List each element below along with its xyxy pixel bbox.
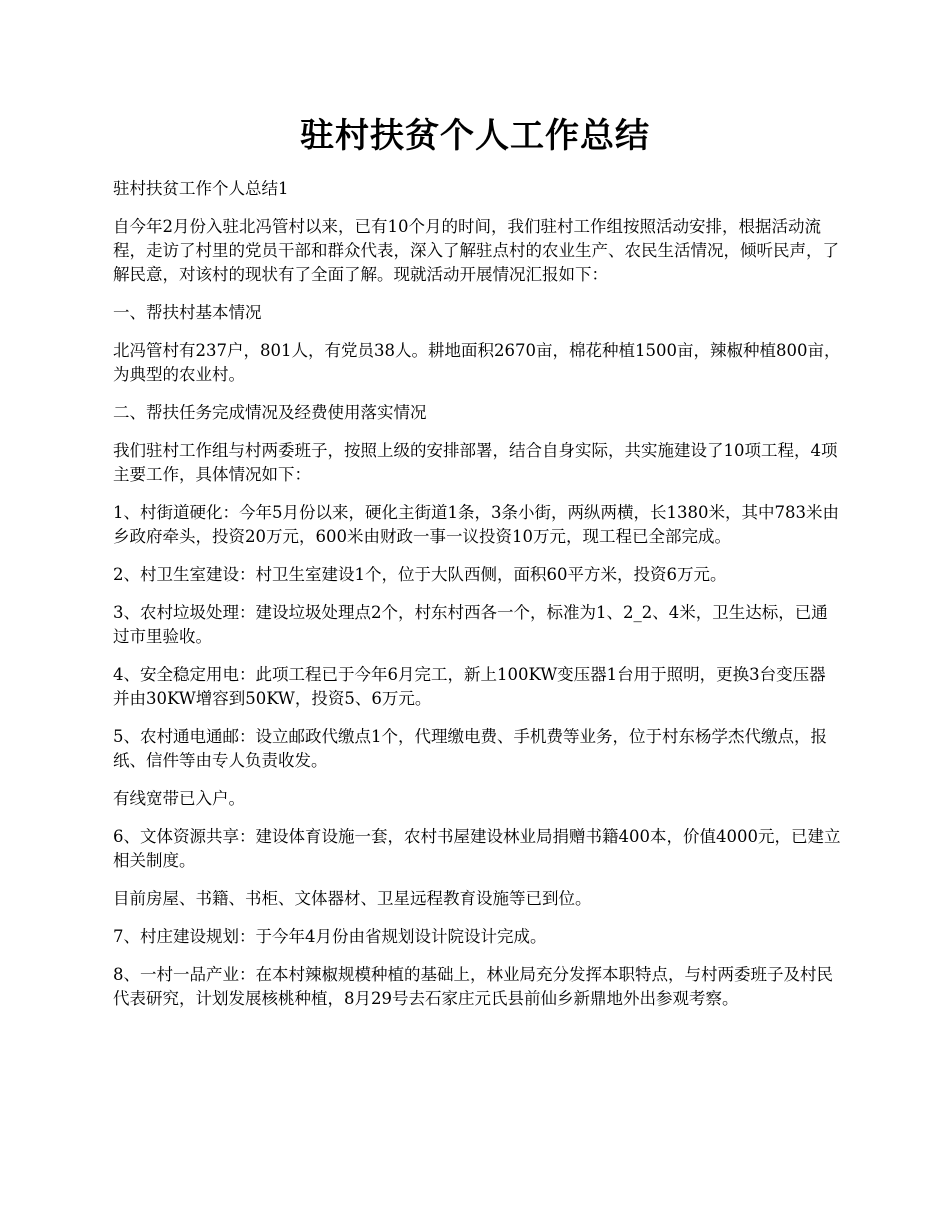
paragraph-item-4: 4、安全稳定用电：此项工程已于今年6月完工，新上100KW变压器1台用于照明，更换3台变压器并由30KW增容到50KW，投资5、6万元。: [113, 665, 826, 708]
paragraph-intro: 自今年2月份入驻北冯管村以来，已有10个月的时间，我们驻村工作组按照活动安排，根据活动流程，走访了村里的党员干部和群众代表，深入了解驻点村的农业生产、农民生活情况，倾听民声，了解民意，对该村的现状有了全面了解。现就活动开展情况汇报如下：: [113, 217, 839, 284]
document-body: [113, 177, 841, 1025]
paragraph-item-7: 7、村庄建设规划：于今年4月份由省规划设计院设计完成。: [113, 927, 547, 946]
paragraph-item-8: 8、一村一品产业：在本村辣椒规模种植的基础上，林业局充分发挥本职特点，与村两委班子及村民代表研究，计划发展核桃种植，8月29号去石家庄元氏县前仙乡新鼎地外出参观考察。: [113, 965, 833, 1008]
document-title: 驻村扶贫个人工作总结: [300, 116, 650, 156]
paragraph-broadband: 有线宽带已入户。: [113, 789, 245, 808]
paragraph-village-info: 北冯管村有237户，801人，有党员38人。耕地面积2670亩，棉花种植1500亩，辣椒种植800亩，为典型的农业村。: [113, 341, 841, 384]
paragraph-facilities: 目前房屋、书籍、书柜、文体器材、卫星远程教育设施等已到位。: [113, 889, 592, 908]
paragraph-item-6: 6、文体资源共享：建设体育设施一套，农村书屋建设林业局捐赠书籍400本，价值4000元，已建立相关制度。: [113, 827, 841, 870]
paragraph-overview: 我们驻村工作组与村两委班子，按照上级的安排部署，结合自身实际，共实施建设了10项工程，4项主要工作，具体情况如下：: [113, 441, 838, 484]
section-heading-2: 二、帮扶任务完成情况及经费使用落实情况: [113, 403, 427, 422]
paragraph-item-3: 3、农村垃圾处理：建设垃圾处理点2个，村东村西各一个，标准为1、2_2、4米，卫生达标，已通过市里验收。: [113, 603, 828, 646]
paragraph-item-1: 1、村街道硬化：今年5月份以来，硬化主街道1条，3条小街，两纵两横，长1380米，其中783米由乡政府牵头，投资20万元，600米由财政一事一议投资10万元，现工程已全部完成。: [113, 503, 839, 546]
paragraph-item-2: 2、村卫生室建设：村卫生室建设1个，位于大队西侧，面积60平方米，投资6万元。: [113, 565, 727, 584]
paragraph-subtitle: 驻村扶贫工作个人总结1: [113, 179, 289, 198]
section-heading-1: 一、帮扶村基本情况: [113, 303, 262, 322]
paragraph-item-5: 5、农村通电通邮：设立邮政代缴点1个，代理缴电费、手机费等业务，位于村东杨学杰代缴点，报纸、信件等由专人负责收发。: [113, 727, 827, 770]
